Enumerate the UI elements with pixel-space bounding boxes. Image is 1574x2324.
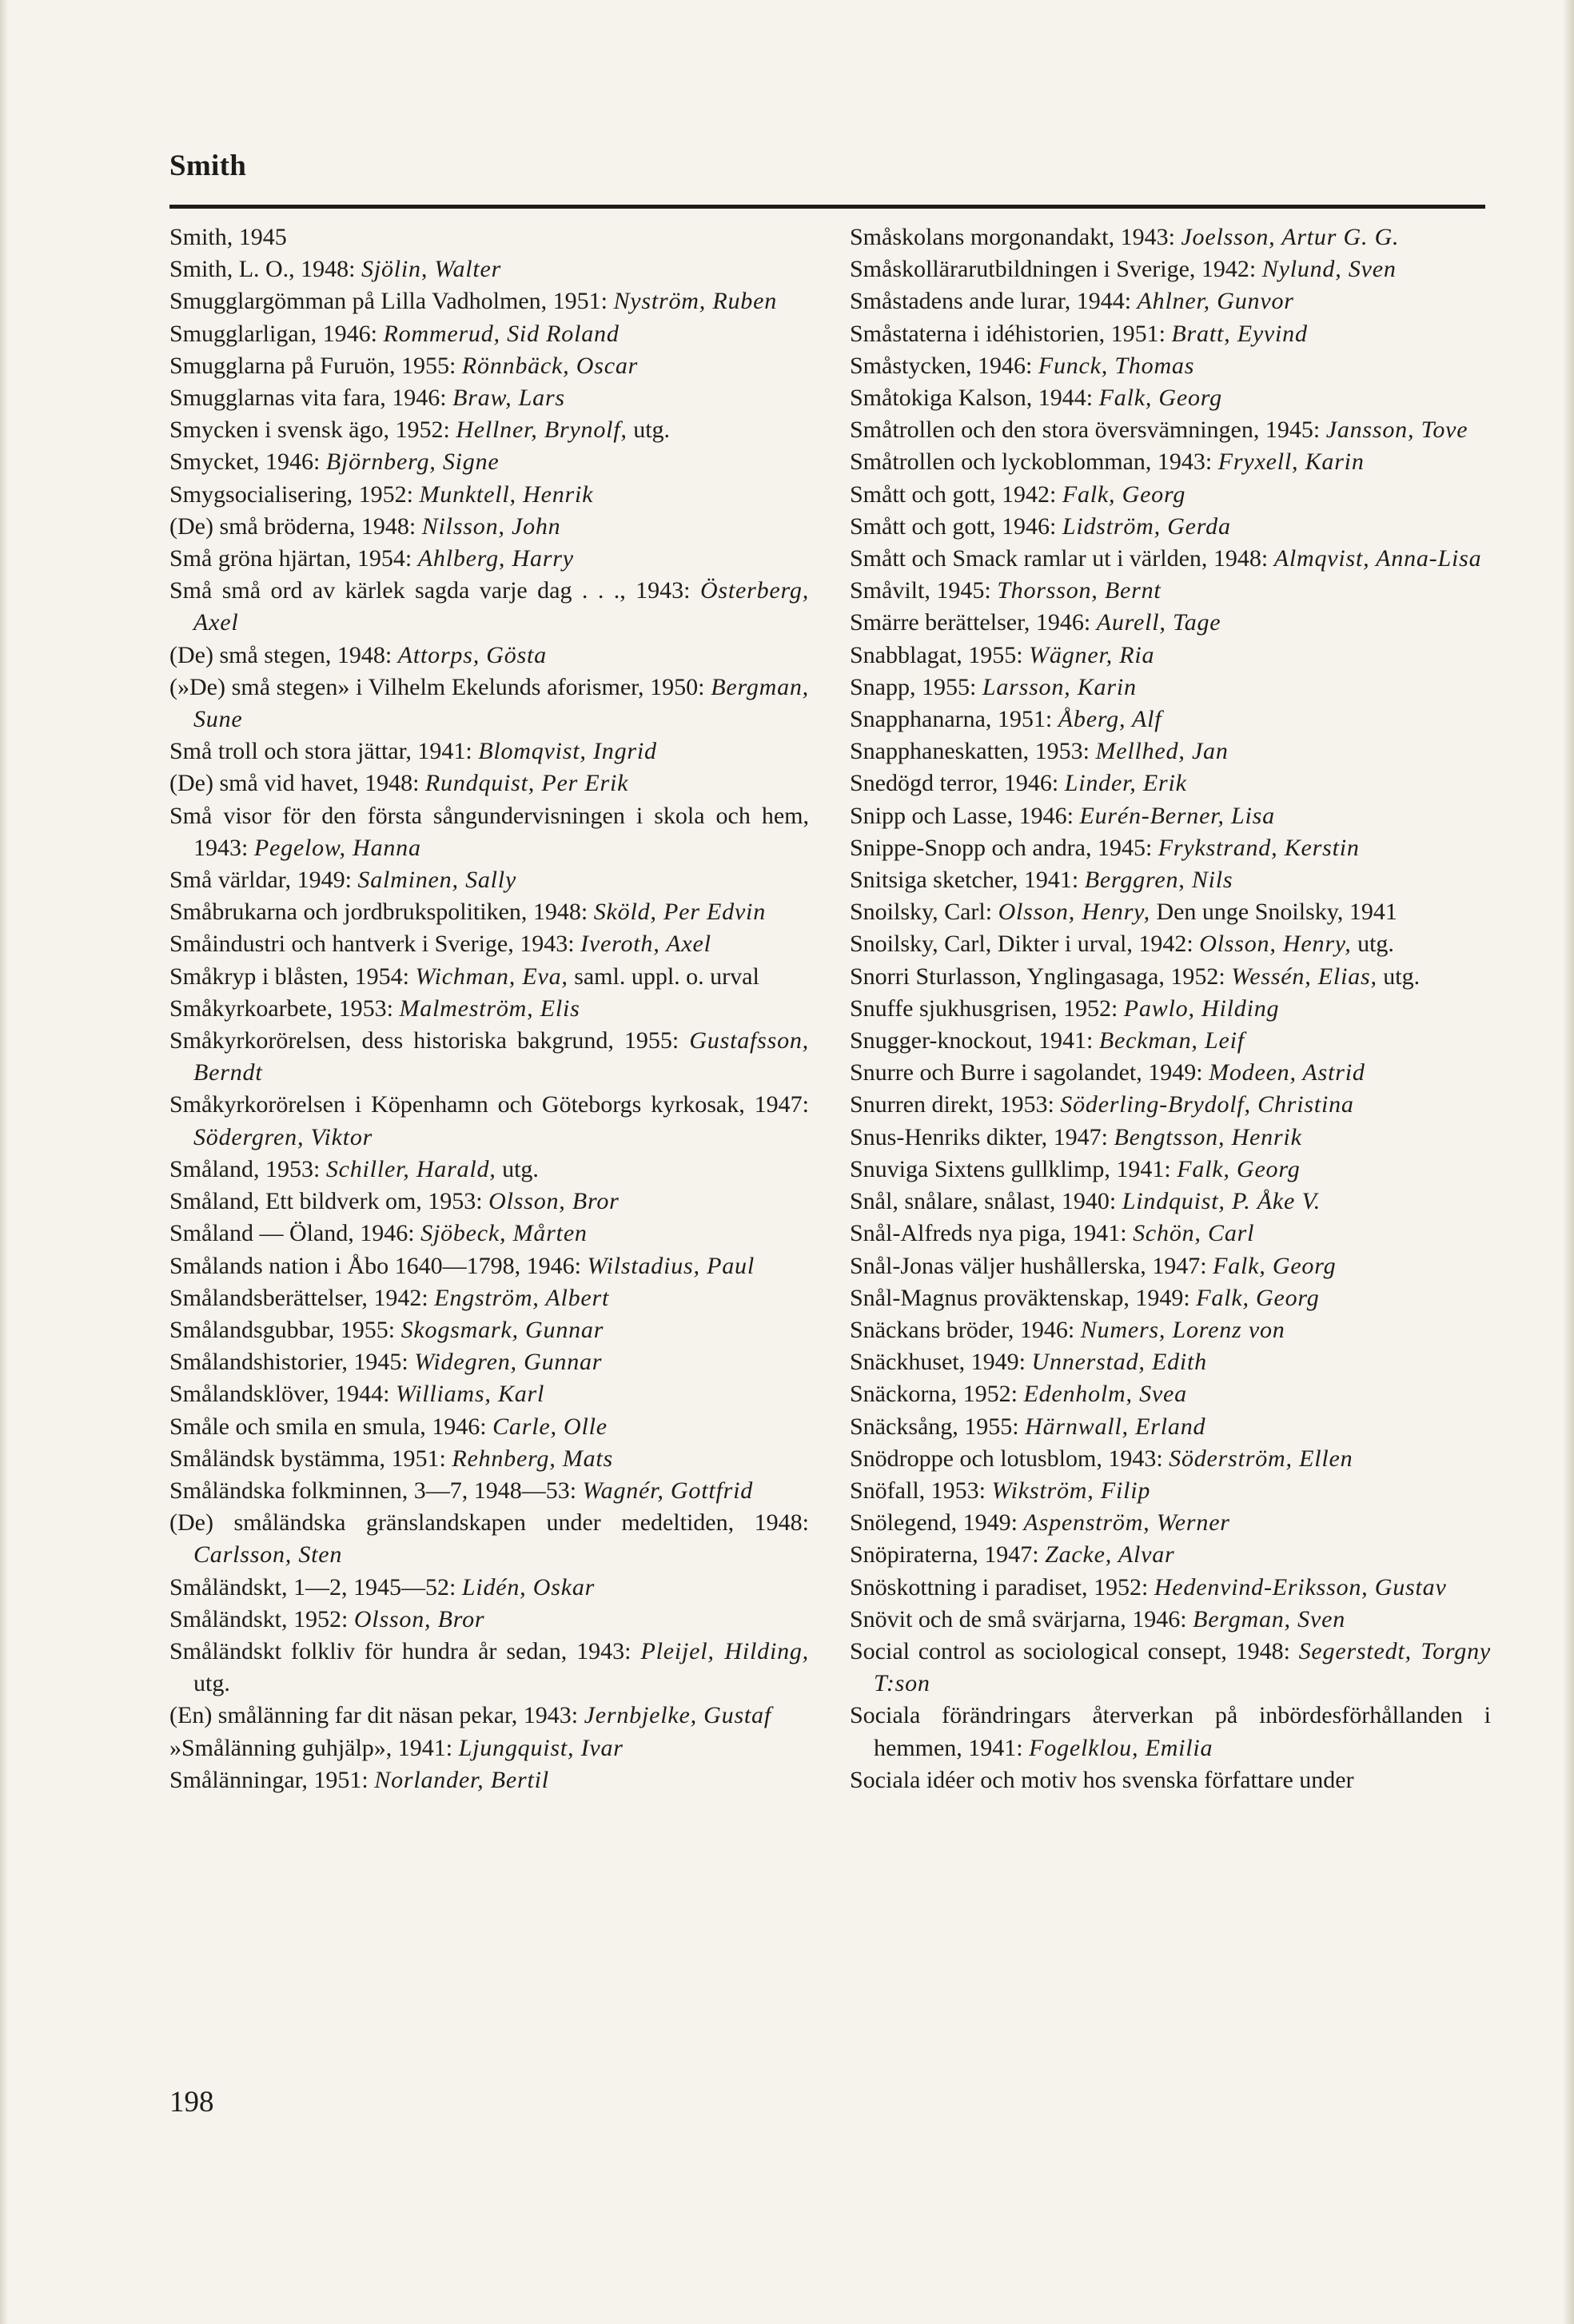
index-entry	[169, 1250, 809, 1282]
entry-title: Småland, Ett bildverk om, 1953:	[169, 1188, 489, 1215]
entry-author: Rommerud, Sid Roland	[383, 320, 620, 347]
index-entry	[850, 414, 1491, 446]
index-entry	[850, 607, 1491, 639]
entry-author: Bratt, Eyvind	[1171, 320, 1308, 347]
entry-title: Smått och gott, 1946:	[850, 512, 1062, 540]
entry-title: Snurre och Burre i sagolandet, 1949:	[850, 1059, 1209, 1086]
entry-suffix: utg.	[1377, 963, 1421, 990]
index-entry	[850, 928, 1491, 960]
entry-title: Smått och Smack ramlar ut i världen, 1948:	[850, 545, 1274, 572]
entry-author: Berggren, Nils	[1084, 867, 1233, 894]
index-entry	[850, 672, 1491, 704]
entry-author: Hedenvind-Eriksson, Gustav	[1154, 1573, 1447, 1600]
entry-author: Olsson, Bror	[353, 1605, 485, 1632]
entry-author: Schön, Carl	[1133, 1220, 1255, 1247]
entry-title: Snugger-knockout, 1941:	[850, 1027, 1099, 1054]
entry-title: Snapphaneskatten, 1953:	[850, 738, 1096, 765]
entry-author: Ahlberg, Harry	[417, 545, 574, 572]
entry-title: Snål, snålare, snålast, 1940:	[850, 1188, 1122, 1215]
index-entry	[169, 1186, 809, 1218]
entry-author: Nylund, Sven	[1261, 256, 1397, 283]
index-entry	[850, 479, 1491, 511]
entry-author: Pegelow, Hanna	[253, 834, 421, 861]
index-entry	[169, 511, 809, 543]
index-entry	[850, 543, 1491, 575]
entry-title: Snäckorna, 1952:	[850, 1381, 1024, 1408]
entry-title: Snuviga Sixtens gullklimp, 1941:	[850, 1155, 1178, 1182]
entry-title: Småland — Öland, 1946:	[169, 1220, 421, 1247]
index-entry	[169, 896, 809, 928]
entry-author: Sjölin, Walter	[361, 256, 502, 283]
index-entry	[850, 961, 1491, 993]
entry-title: Småskolans morgonandakt, 1943:	[850, 224, 1181, 250]
index-entry	[850, 1764, 1491, 1796]
entry-author: Carle, Olle	[492, 1413, 608, 1440]
page-number: 198	[169, 2086, 214, 2119]
entry-author: Carlsson, Sten	[193, 1541, 343, 1569]
entry-author: Falk, Georg	[1062, 480, 1186, 508]
entry-title: »Smålänning guhjälp», 1941:	[169, 1734, 459, 1761]
entry-author: Salminen, Sally	[357, 867, 517, 894]
entry-title: Små gröna hjärtan, 1954:	[169, 545, 418, 572]
entry-author: Numers, Lorenz von	[1080, 1316, 1285, 1343]
entry-title: Snäckhuset, 1949:	[850, 1349, 1032, 1376]
index-entry	[850, 1411, 1491, 1443]
index-entry	[850, 1282, 1491, 1314]
entry-title: Smålands nation i Åbo 1640—1798, 1946:	[169, 1252, 588, 1279]
entry-suffix: utg.	[1351, 931, 1394, 958]
entry-suffix: utg.	[627, 417, 671, 444]
entry-author: Jansson, Tove	[1325, 417, 1468, 444]
entry-title: Smålandsgubbar, 1955:	[169, 1316, 401, 1343]
entry-author: Bergman, Sven	[1193, 1605, 1345, 1632]
index-entry	[169, 961, 809, 993]
entry-title: Smått och gott, 1942:	[850, 480, 1062, 508]
entry-author: Pleijel, Hilding,	[640, 1637, 809, 1664]
entry-author: Linder, Erik	[1064, 770, 1187, 797]
entry-title: Småtrollen och lyckoblomman, 1943:	[850, 448, 1218, 476]
entry-title: Snöfall, 1953:	[850, 1477, 992, 1504]
index-entry	[850, 896, 1491, 928]
entry-title: Små visor för den första sångundervisningen i skola och hem, 1943:	[169, 802, 809, 861]
index-entry	[850, 704, 1491, 735]
index-entry	[850, 767, 1491, 799]
entry-title: Smycket, 1946:	[169, 448, 326, 476]
entry-title: Småland, 1953:	[169, 1155, 326, 1182]
entry-title: Små små ord av kärlek sagda varje dag . . ., 1943:	[169, 577, 700, 604]
entry-author: Engström, Albert	[434, 1284, 610, 1311]
index-entry	[850, 1314, 1491, 1346]
index-entry	[850, 1122, 1491, 1154]
entry-title: Snål-Magnus proväktenskap, 1949:	[850, 1284, 1197, 1311]
entry-author: Nyström, Ruben	[613, 288, 778, 315]
entry-author: Fryxell, Karin	[1217, 448, 1365, 476]
index-entry	[169, 640, 809, 672]
entry-author: Larsson, Karin	[982, 673, 1137, 700]
index-entry	[850, 1636, 1491, 1700]
index-entry	[850, 1057, 1491, 1089]
entry-title: Snäckans bröder, 1946:	[850, 1316, 1081, 1343]
entry-title: Snapp, 1955:	[850, 673, 982, 700]
index-entry	[169, 575, 809, 639]
entry-author: Ljungquist, Ivar	[458, 1734, 624, 1761]
entry-author: Söderström, Ellen	[1169, 1445, 1353, 1472]
entry-author: Schiller, Harald,	[325, 1155, 496, 1182]
index-entry	[850, 1250, 1491, 1282]
index-entry	[169, 1411, 809, 1443]
index-entry	[169, 253, 809, 285]
index-entry	[850, 1025, 1491, 1057]
entry-author: Malmeström, Elis	[399, 995, 580, 1022]
entry-author: Södergren, Viktor	[193, 1123, 373, 1150]
entry-author: Gustafsson, Berndt	[193, 1027, 809, 1086]
entry-title: Småkyrkoarbete, 1953:	[169, 995, 400, 1022]
entry-title: Smugglarligan, 1946:	[169, 320, 384, 347]
entry-title: Smycken i svensk ägo, 1952:	[169, 417, 456, 444]
entry-title: Småkryp i blåsten, 1954:	[169, 963, 416, 990]
entry-author: Frykstrand, Kerstin	[1158, 834, 1360, 861]
entry-author: Björnberg, Signe	[325, 448, 500, 476]
entry-title: Snöpiraterna, 1947:	[850, 1541, 1046, 1569]
index-entry	[169, 543, 809, 575]
entry-title: Småtrollen och den stora översvämningen, 1945:	[850, 417, 1326, 444]
entry-author: Rundquist, Per Erik	[424, 770, 629, 797]
entry-author: Wichman, Eva,	[415, 963, 568, 990]
entry-author: Wessén, Elias,	[1231, 963, 1377, 990]
index-entry	[169, 1604, 809, 1636]
entry-author: Rehnberg, Mats	[452, 1445, 614, 1472]
entry-author: Norlander, Bertil	[374, 1766, 549, 1793]
index-entry	[169, 382, 809, 414]
index-entry	[169, 1025, 809, 1089]
entry-title: Småvilt, 1945:	[850, 577, 998, 604]
index-entry	[850, 832, 1491, 864]
entry-title: Smålandshistorier, 1945:	[169, 1349, 415, 1376]
index-entry	[169, 446, 809, 478]
entry-author: Falk, Georg	[1213, 1252, 1337, 1279]
entry-author: Hellner, Brynolf,	[456, 417, 628, 444]
index-entry	[850, 221, 1491, 253]
index-entry	[169, 1218, 809, 1250]
entry-author: Aurell, Tage	[1096, 609, 1221, 636]
index-entry	[850, 1475, 1491, 1507]
index-entry	[850, 1218, 1491, 1250]
index-entry	[169, 350, 809, 382]
entry-title: Smugglarnas vita fara, 1946:	[169, 385, 453, 412]
index-entry	[850, 446, 1491, 478]
entry-author: Sköld, Per Edvin	[593, 899, 766, 926]
entry-author: Unnerstad, Edith	[1031, 1349, 1207, 1376]
index-entry	[850, 640, 1491, 672]
entry-author: Mellhed, Jan	[1095, 738, 1229, 765]
entry-author: Segerstedt, Torgny T:son	[874, 1637, 1491, 1697]
entry-title: Småstycken, 1946:	[850, 352, 1038, 379]
entry-title: Småländskt, 1952:	[169, 1605, 354, 1632]
entry-author: Wagnér, Gottfrid	[582, 1477, 754, 1504]
entry-title: Snöskottning i paradiset, 1952:	[850, 1573, 1154, 1600]
index-entry	[169, 800, 809, 864]
entry-title: Smärre berättelser, 1946:	[850, 609, 1097, 636]
entry-title: Små troll och stora jättar, 1941:	[169, 738, 479, 765]
index-entry	[169, 1282, 809, 1314]
index-entry	[169, 1314, 809, 1346]
entry-title: Små världar, 1949:	[169, 867, 358, 894]
entry-author: Olsson, Henry,	[1199, 931, 1352, 958]
entry-title: (De) små bröderna, 1948:	[169, 512, 422, 540]
entry-author: Wikström, Filip	[991, 1477, 1151, 1504]
entry-title: Småskollärarutbildningen i Sverige, 1942:	[850, 256, 1262, 283]
index-entry	[850, 253, 1491, 285]
entry-title: Smålandsberättelser, 1942:	[169, 1284, 435, 1311]
entry-author: Beckman, Leif	[1098, 1027, 1245, 1054]
index-entry	[850, 318, 1491, 350]
index-entry	[850, 1572, 1491, 1604]
index-entry	[850, 285, 1491, 317]
entry-author: Wilstadius, Paul	[587, 1252, 755, 1279]
entry-author: Widegren, Gunnar	[414, 1349, 603, 1376]
entry-title: Snäcksång, 1955:	[850, 1413, 1026, 1440]
entry-title: Snål-Alfreds nya piga, 1941:	[850, 1220, 1134, 1247]
entry-title: Sociala förändringars återverkan på inbördesförhållanden i hemmen, 1941:	[850, 1702, 1491, 1761]
index-entry	[169, 1636, 809, 1700]
entry-author: Olsson, Henry,	[998, 899, 1150, 926]
entry-title: Småbrukarna och jordbrukspolitiken, 1948:	[169, 899, 594, 926]
entry-title: Smygsocialisering, 1952:	[169, 480, 420, 508]
index-entry	[169, 1089, 809, 1153]
entry-author: Eurén-Berner, Lisa	[1079, 802, 1275, 829]
entry-title: (De) småländska gränslandskapen under medeltiden, 1948:	[169, 1509, 809, 1537]
entry-suffix: Den unge Snoilsky, 1941	[1150, 899, 1397, 926]
entry-author: Falk, Georg	[1177, 1155, 1301, 1182]
entry-title: Snitsiga sketcher, 1941:	[850, 867, 1085, 894]
index-entry	[169, 1732, 809, 1764]
entry-title: Småstaterna i idéhistorien, 1951:	[850, 320, 1172, 347]
entry-author: Skogsmark, Gunnar	[400, 1316, 604, 1343]
index-entry	[850, 1346, 1491, 1378]
entry-title: Snippe-Snopp och andra, 1945:	[850, 834, 1158, 861]
entry-title: Snipp och Lasse, 1946:	[850, 802, 1080, 829]
entry-author: Pawlo, Hilding	[1123, 995, 1280, 1022]
entry-title: Smith, L. O., 1948:	[169, 256, 362, 283]
entry-title: Småtokiga Kalson, 1944:	[850, 385, 1099, 412]
index-entry	[850, 1443, 1491, 1475]
index-entry	[850, 575, 1491, 607]
entry-title: Snuffe sjukhusgrisen, 1952:	[850, 995, 1124, 1022]
running-head: Smith	[169, 149, 247, 182]
index-entry	[169, 672, 809, 735]
index-entry	[850, 1700, 1491, 1764]
index-entry	[850, 735, 1491, 767]
page-edge-right	[1563, 0, 1574, 2324]
entry-author: Jernbjelke, Gustaf	[584, 1702, 771, 1729]
index-entry	[850, 800, 1491, 832]
entry-title: (De) små stegen, 1948:	[169, 641, 398, 668]
index-entry	[850, 1604, 1491, 1636]
index-entry	[169, 414, 809, 446]
entry-author: Härnwall, Erland	[1025, 1413, 1206, 1440]
entry-author: Joelsson, Artur G. G.	[1181, 224, 1400, 250]
page-edge-left	[0, 0, 8, 2324]
index-entry	[850, 1507, 1491, 1539]
index-entry	[169, 993, 809, 1025]
index-entry	[850, 350, 1491, 382]
entry-author: Almqvist, Anna-Lisa	[1273, 545, 1482, 572]
entry-title: Snapphanarna, 1951:	[850, 706, 1058, 733]
entry-author: Åberg, Alf	[1058, 706, 1162, 733]
index-entry	[169, 735, 809, 767]
entry-author: Sjöbeck, Mårten	[420, 1220, 588, 1247]
index-entry	[169, 479, 809, 511]
index-entry	[169, 1572, 809, 1604]
entry-title: Snus-Henriks dikter, 1947:	[850, 1123, 1114, 1150]
index-entry	[169, 767, 809, 799]
index-entry	[169, 1346, 809, 1378]
entry-title: Småindustri och hantverk i Sverige, 1943:	[169, 931, 581, 958]
index-entry	[169, 1507, 809, 1571]
index-entry	[169, 285, 809, 317]
index-entry	[850, 1154, 1491, 1186]
entry-author: Lidén, Oskar	[461, 1573, 596, 1600]
entry-title: Social control as sociological consept, 1948:	[850, 1637, 1299, 1664]
entry-title: Småstadens ande lurar, 1944:	[850, 288, 1138, 315]
entry-title: Smugglargömman på Lilla Vadholmen, 1951:	[169, 288, 614, 315]
index-entry	[850, 1539, 1491, 1571]
entry-author: Österberg, Axel	[193, 577, 809, 636]
entry-author: Munktell, Henrik	[419, 480, 594, 508]
entry-title: (»De) små stegen» i Vilhelm Ekelunds aforismer, 1950:	[169, 673, 711, 700]
entry-author: Modeen, Astrid	[1209, 1059, 1365, 1086]
entry-suffix: utg.	[496, 1155, 539, 1182]
entry-title: Smålandsklöver, 1944:	[169, 1381, 396, 1408]
entry-title: Snoilsky, Carl, Dikter i urval, 1942:	[850, 931, 1200, 958]
entry-title: Småkyrkorörelsen i Köpenhamn och Göteborgs kyrkosak, 1947:	[169, 1091, 809, 1118]
index-entry	[850, 1378, 1491, 1410]
entry-title: Småkyrkorörelsen, dess historiska bakgrund, 1955:	[169, 1027, 690, 1054]
entry-title: Snölegend, 1949:	[850, 1509, 1024, 1537]
entry-author: Braw, Lars	[452, 385, 565, 412]
header-rule	[169, 205, 1485, 209]
entry-title: Snurren direkt, 1953:	[850, 1091, 1061, 1118]
left-column	[169, 221, 809, 1796]
entry-title: Snedögd terror, 1946:	[850, 770, 1065, 797]
entry-author: Söderling-Brydolf, Christina	[1060, 1091, 1354, 1118]
entry-title: Snabblagat, 1955:	[850, 641, 1030, 668]
entry-title: Snoilsky, Carl:	[850, 899, 998, 926]
entry-author: Wägner, Ria	[1029, 641, 1155, 668]
entry-author: Edenholm, Svea	[1023, 1381, 1187, 1408]
index-entry	[169, 864, 809, 896]
entry-title: Snövit och de små svärjarna, 1946:	[850, 1605, 1193, 1632]
entry-author: Blomqvist, Ingrid	[478, 738, 657, 765]
entry-author: Zacke, Alvar	[1045, 1541, 1175, 1569]
index-entry	[850, 993, 1491, 1025]
index-entry	[169, 1154, 809, 1186]
entry-title: Småle och smila en smula, 1946:	[169, 1413, 493, 1440]
entry-author: Iveroth, Axel	[580, 931, 711, 958]
entry-title: Småländskt, 1—2, 1945—52:	[169, 1573, 462, 1600]
entry-author: Attorps, Gösta	[397, 641, 547, 668]
entry-suffix: utg.	[193, 1670, 230, 1697]
entry-title: Snål-Jonas väljer hushållerska, 1947:	[850, 1252, 1213, 1279]
entry-author: Lidström, Gerda	[1062, 512, 1231, 540]
index-entry	[850, 1186, 1491, 1218]
entry-author: Aspenström, Werner	[1023, 1509, 1230, 1537]
entry-author: Nilsson, John	[421, 512, 561, 540]
entry-title: Smålänningar, 1951:	[169, 1766, 375, 1793]
index-entry	[169, 1443, 809, 1475]
index-entry	[850, 1089, 1491, 1121]
entry-author: Lindquist, P. Åke V.	[1122, 1188, 1321, 1215]
entry-title: Snorri Sturlasson, Ynglingasaga, 1952:	[850, 963, 1232, 990]
index-entry	[169, 1475, 809, 1507]
entry-title: Småländska folkminnen, 3—7, 1948—53:	[169, 1477, 583, 1504]
entry-author: Olsson, Bror	[488, 1188, 620, 1215]
entry-title: (De) små vid havet, 1948:	[169, 770, 425, 797]
entry-title: Småländskt folkliv för hundra år sedan, 1943:	[169, 1637, 641, 1664]
index-entry	[850, 511, 1491, 543]
index-entry	[169, 1700, 809, 1732]
entry-author: Falk, Georg	[1196, 1284, 1320, 1311]
index-entry	[169, 1378, 809, 1410]
index-entry	[169, 1764, 809, 1796]
entry-author: Ahlner, Gunvor	[1137, 288, 1294, 315]
entry-title: Snödroppe och lotusblom, 1943:	[850, 1445, 1170, 1472]
index-entry	[169, 221, 809, 253]
entry-suffix: saml. uppl. o. urval	[568, 963, 759, 990]
entry-title: Sociala idéer och motiv hos svenska författare under	[850, 1766, 1354, 1793]
entry-author: Funck, Thomas	[1038, 352, 1195, 379]
entry-author: Falk, Georg	[1098, 385, 1222, 412]
entry-title: Smith, 1945	[169, 224, 287, 250]
entry-author: Bengtsson, Henrik	[1114, 1123, 1302, 1150]
entry-title: Småländsk bystämma, 1951:	[169, 1445, 452, 1472]
entry-author: Fogelklou, Emilia	[1029, 1734, 1213, 1761]
entry-title: Smugglarna på Furuön, 1955:	[169, 352, 462, 379]
index-entry	[850, 864, 1491, 896]
entry-author: Williams, Karl	[395, 1381, 545, 1408]
right-column	[850, 221, 1491, 1796]
index-entry	[850, 382, 1491, 414]
entry-title: (En) smålänning far dit näsan pekar, 1943:	[169, 1702, 584, 1729]
index-entry	[169, 928, 809, 960]
entry-author: Thorsson, Bernt	[997, 577, 1162, 604]
index-entry	[169, 318, 809, 350]
entry-author: Rönnbäck, Oscar	[461, 352, 639, 379]
entry-author: Bergman, Sune	[193, 673, 809, 733]
